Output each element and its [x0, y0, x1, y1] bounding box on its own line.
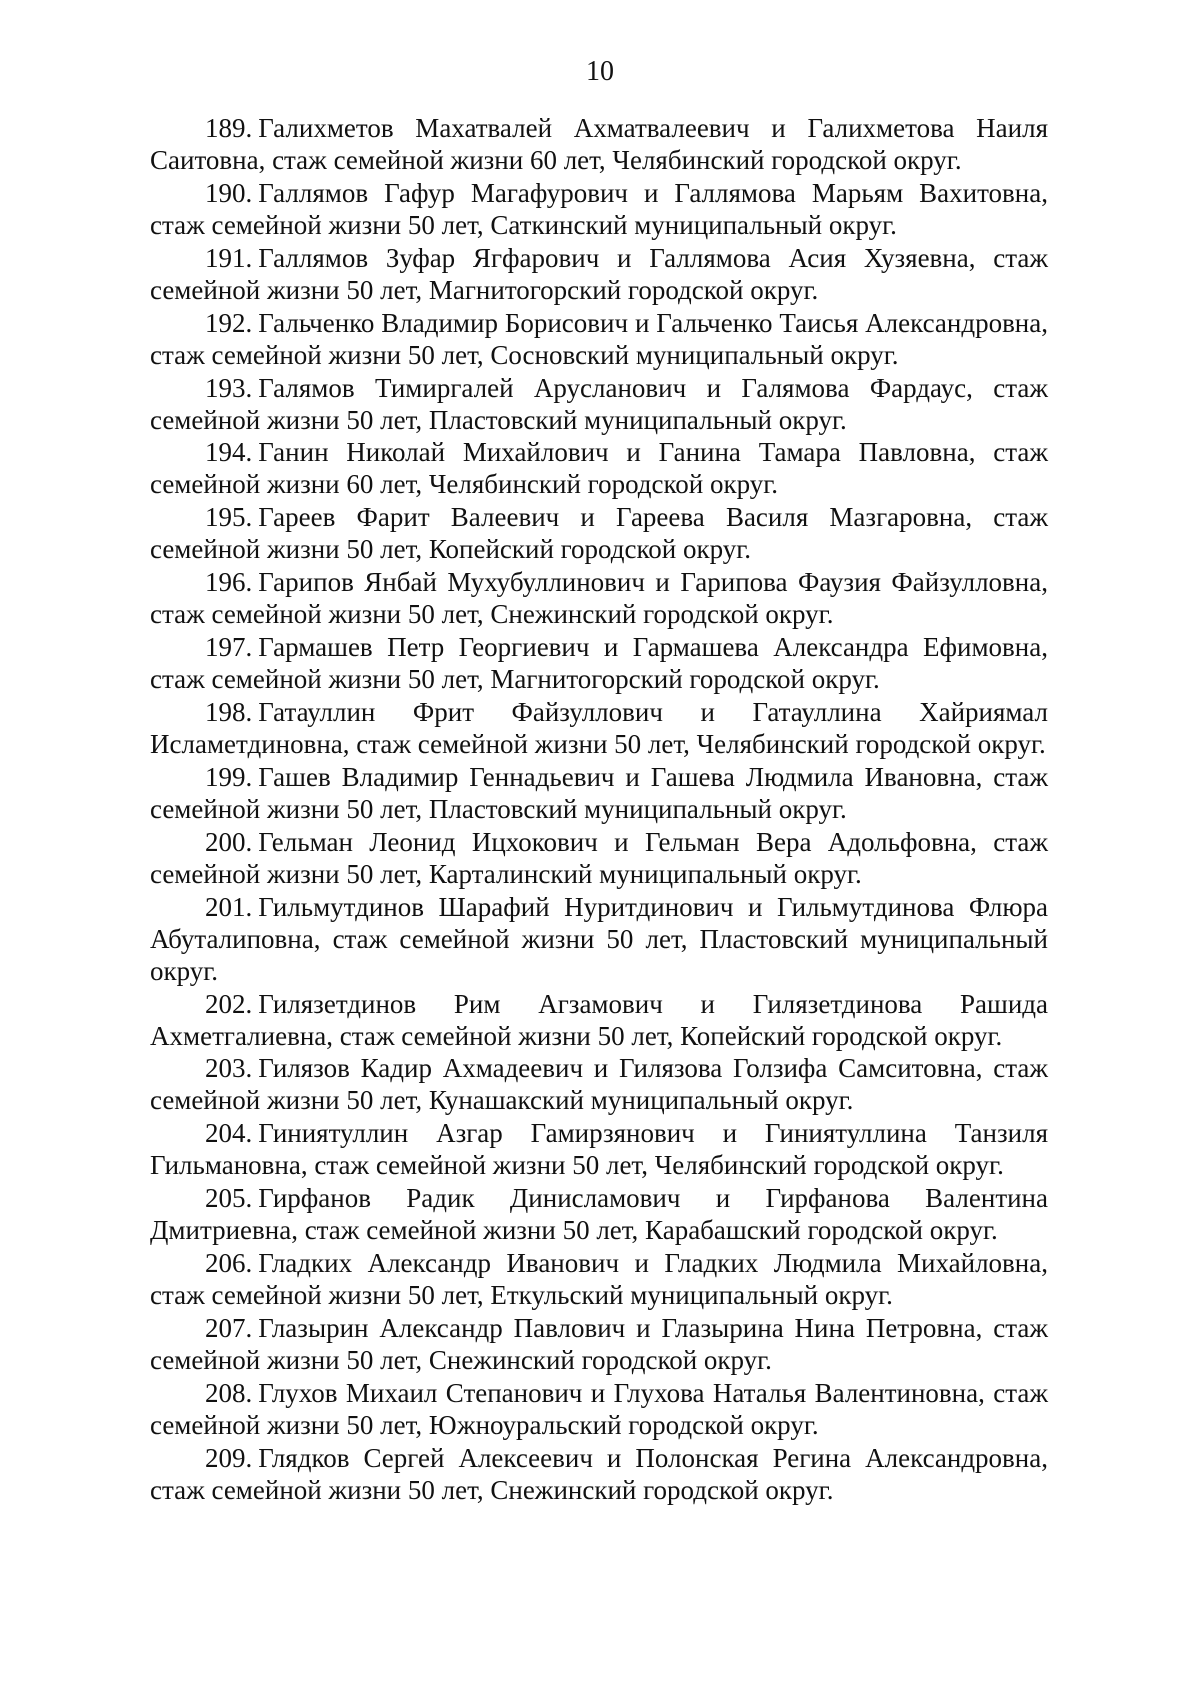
entry-number: 204. [205, 1118, 253, 1149]
entry-text: Гладких Александр Иванович и Гладких Людмила Михайловна, стаж семейной жизни 50 лет, Еткульский муниципальный округ. [150, 1248, 1048, 1311]
entry-text: Глазырин Александр Павлович и Глазырина Нина Петровна, стаж семейной жизни 50 лет, Снежинский городской округ. [150, 1313, 1048, 1376]
entry-number: 198. [205, 697, 253, 728]
list-item [150, 1312, 1048, 1376]
list-item [150, 826, 1048, 890]
list-item [150, 761, 1048, 825]
entry-text: Гареев Фарит Валеевич и Гареева Василя Мазгаровна, стаж семейной жизни 50 лет, Копейский городской округ. [150, 502, 1048, 565]
list-item [150, 1377, 1048, 1441]
entry-text: Глядков Сергей Алексеевич и Полонская Регина Александровна, стаж семейной жизни 50 лет, Снежинский городской округ. [150, 1442, 1048, 1505]
entry-text: Ганин Николай Михайлович и Ганина Тамара Павловна, стаж семейной жизни 60 лет, Челябинский городской округ. [150, 437, 1048, 500]
list-item [150, 1117, 1048, 1181]
entry-text: Гальченко Владимир Борисович и Гальченко Таисья Александровна, стаж семейной жизни 50 лет, Сосновский муниципальный округ. [150, 307, 1048, 370]
list-item [150, 1182, 1048, 1246]
entry-number: 205. [205, 1183, 253, 1214]
entry-number: 208. [205, 1377, 253, 1408]
list-item [150, 501, 1048, 565]
entry-number: 201. [205, 891, 253, 922]
list-item [150, 242, 1048, 306]
entry-text: Гилязетдинов Рим Агзамович и Гилязетдинова Рашида Ахметгалиевна, стаж семейной жизни 50 лет, Копейский городской округ. [150, 988, 1048, 1051]
entry-list [150, 112, 1048, 1507]
list-item [150, 112, 1048, 176]
entry-text: Гатауллин Фрит Файзуллович и Гатауллина Хайриямал Исламетдиновна, стаж семейной жизни 50 лет, Челябинский городской округ. [150, 697, 1048, 760]
list-item [150, 307, 1048, 371]
entry-number: 207. [205, 1313, 253, 1344]
entry-text: Галямов Тимиргалей Арусланович и Галямова Фардаус, стаж семейной жизни 50 лет, Пластовский муниципальный округ. [150, 372, 1048, 435]
list-item [150, 891, 1048, 987]
entry-number: 189. [205, 113, 253, 143]
entry-text: Гельман Леонид Ицхокович и Гельман Вера Адольфовна, стаж семейной жизни 50 лет, Карталинский муниципальный округ. [150, 826, 1048, 889]
entry-number: 192. [205, 307, 253, 338]
list-item [150, 1442, 1048, 1506]
entry-text: Галихметов Махатвалей Ахматвалеевич и Галихметова Наиля Саитовна, стаж семейной жизни 60 лет, Челябинский городской округ. [150, 113, 1048, 175]
entry-number: 196. [205, 567, 253, 598]
entry-text: Гирфанов Радик Динисламович и Гирфанова Валентина Дмитриевна, стаж семейной жизни 50 лет, Карабашский городской округ. [150, 1183, 1048, 1246]
entry-text: Гилязов Кадир Ахмадеевич и Гилязова Голзифа Самситовна, стаж семейной жизни 50 лет, Кунашакский муниципальный округ. [150, 1053, 1048, 1116]
list-item [150, 1247, 1048, 1311]
entry-text: Галлямов Зуфар Ягфарович и Галлямова Асия Хузяевна, стаж семейной жизни 50 лет, Магнитогорский городской округ. [150, 242, 1048, 305]
page-number: 10 [586, 56, 614, 87]
list-item [150, 177, 1048, 241]
entry-number: 200. [205, 826, 253, 857]
entry-number: 203. [205, 1053, 253, 1084]
list-item [150, 1052, 1048, 1116]
entry-number: 194. [205, 437, 253, 468]
entry-number: 202. [205, 988, 253, 1019]
entry-text: Гарипов Янбай Мухубуллинович и Гарипова Фаузия Файзулловна, стаж семейной жизни 50 лет, Снежинский городской округ. [150, 567, 1048, 630]
list-item [150, 631, 1048, 695]
list-item [150, 436, 1048, 500]
entry-text: Гашев Владимир Геннадьевич и Гашева Людмила Ивановна, стаж семейной жизни 50 лет, Пластовский муниципальный округ. [150, 761, 1048, 824]
entry-text: Гильмутдинов Шарафий Нуритдинович и Гильмутдинова Флюра Абуталиповна, стаж семейной жизни 50 лет, Пластовский муниципальный округ. [150, 891, 1048, 986]
list-item [150, 696, 1048, 760]
entry-text: Глухов Михаил Степанович и Глухова Наталья Валентиновна, стаж семейной жизни 50 лет, Южноуральский городской округ. [150, 1377, 1048, 1440]
entry-number: 193. [205, 372, 253, 403]
entry-text: Гармашев Петр Георгиевич и Гармашева Александра Ефимовна, стаж семейной жизни 50 лет, Магнитогорский городской округ. [150, 632, 1048, 695]
entry-number: 191. [205, 242, 253, 273]
entry-number: 190. [205, 177, 253, 208]
entry-text: Галлямов Гафур Магафурович и Галлямова Марьям Вахитовна, стаж семейной жизни 50 лет, Саткинский муниципальный округ. [150, 177, 1048, 240]
entry-text: Гиниятуллин Азгар Гамирзянович и Гиниятуллина Танзиля Гильмановна, стаж семейной жизни 50 лет, Челябинский городской округ. [150, 1118, 1048, 1181]
list-item [150, 566, 1048, 630]
list-item [150, 988, 1048, 1052]
entry-number: 206. [205, 1248, 253, 1279]
entry-number: 209. [205, 1442, 253, 1473]
entry-number: 199. [205, 761, 253, 792]
entry-number: 195. [205, 502, 253, 533]
list-item [150, 372, 1048, 436]
entry-number: 197. [205, 632, 253, 663]
